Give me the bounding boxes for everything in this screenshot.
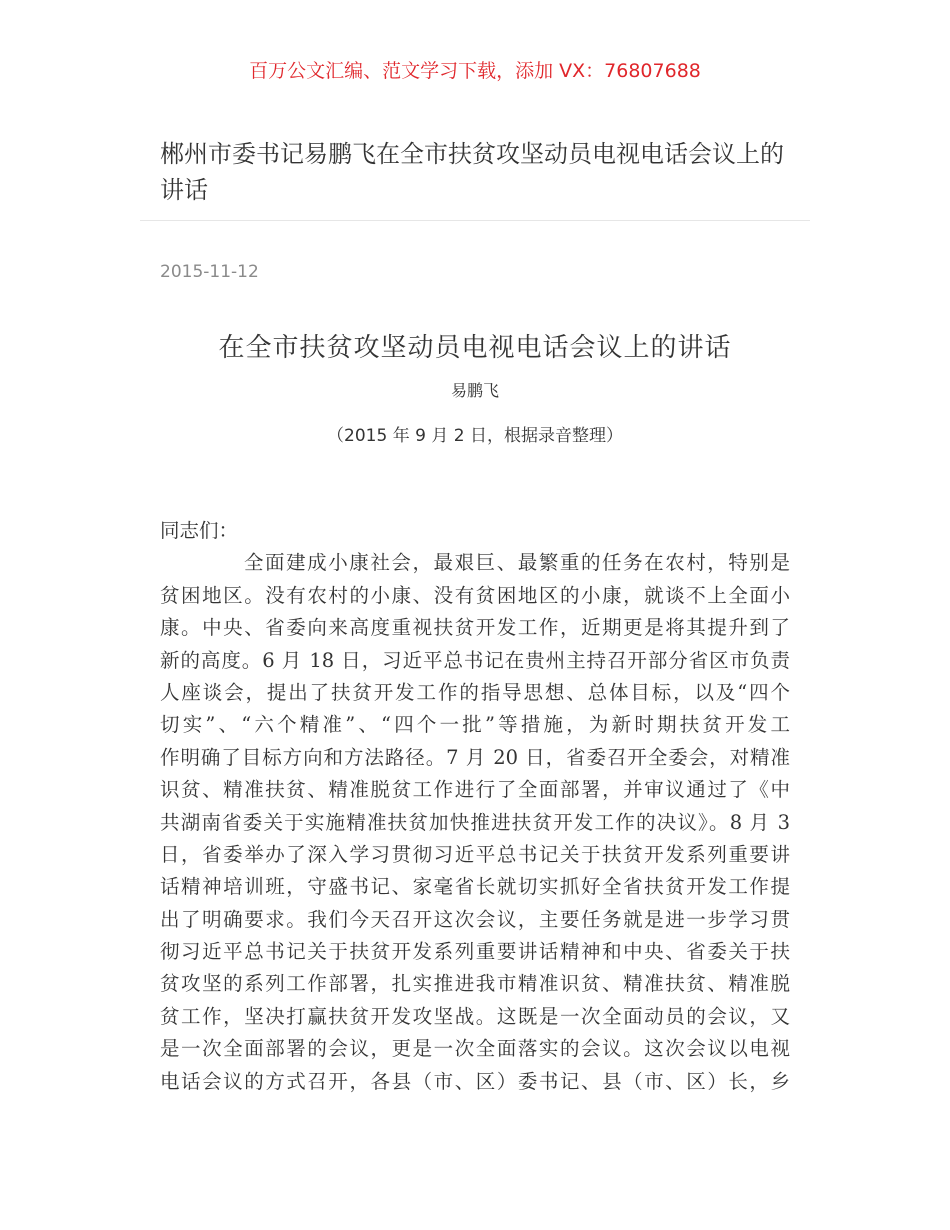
body-line: 识贫、精准扶贫、精准脱贫工作进行了全面部署，并审议通过了《中 (160, 778, 790, 802)
body-line: 贫工作，坚决打赢扶贫开发攻坚战。这既是一次全面动员的会议，又 (160, 1004, 790, 1028)
speech-author: 易鹏飞 (450, 381, 499, 400)
body-line: 共湖南省委关于实施精准扶贫加快推进扶贫开发工作的决议》。8 月 3 (160, 810, 790, 834)
speech-date-note: （2015 年 9 月 2 日，根据录音整理） (327, 426, 623, 446)
body-line: 彻习近平总书记关于扶贫开发系列重要讲话精神和中央、省委关于扶 (160, 940, 790, 964)
body-line: 贫困地区。没有农村的小康、没有贫困地区的小康，就谈不上全面小 (160, 583, 790, 607)
body-line: 康。中央、省委向来高度重视扶贫开发工作，近期更是将其提升到了 (160, 616, 790, 640)
body-line: 电话会议的方式召开，各县（市、区）委书记、县（市、区）长，乡 (160, 1069, 790, 1093)
body-line: 新的高度。6 月 18 日，习近平总书记在贵州主持召开部分省区市负责 (160, 648, 790, 672)
body-line: 出了明确要求。我们今天召开这次会议，主要任务就是进一步学习贯 (160, 907, 790, 931)
publish-date: 2015-11-12 (160, 262, 259, 282)
body-line: 人座谈会，提出了扶贫开发工作的指导思想、总体目标，以及“四个 (160, 680, 790, 704)
body-line: 全面建成小康社会，最艰巨、最繁重的任务在农村，特别是 (244, 551, 790, 575)
body-line: 日，省委举办了深入学习贯彻习近平总书记关于扶贫开发系列重要讲 (160, 842, 790, 866)
body-line: 是一次全面部署的会议，更是一次全面落实的会议。这次会议以电视 (160, 1037, 790, 1061)
body-line: 切实”、“六个精准”、“四个一批”等措施，为新时期扶贫开发工 (160, 713, 790, 737)
download-banner: 百万公文汇编、范文学习下载，添加 VX：76807688 (249, 60, 701, 82)
body-line: 贫攻坚的系列工作部署，扎实推进我市精准识贫、精准扶贫、精准脱 (160, 972, 790, 996)
speech-body (160, 515, 790, 1098)
body-line: 作明确了目标方向和方法路径。7 月 20 日，省委召开全委会，对精准 (160, 745, 790, 769)
greeting: 同志们： (160, 519, 239, 542)
article-title: 郴州市委书记易鹏飞在全市扶贫攻坚动员电视电话会议上的讲话 (160, 140, 784, 204)
body-line: 话精神培训班，守盛书记、家毫省长就切实抓好全省扶贫开发工作提 (160, 875, 790, 899)
title-divider (140, 220, 810, 221)
speech-title: 在全市扶贫攻坚动员电视电话会议上的讲话 (218, 333, 732, 363)
